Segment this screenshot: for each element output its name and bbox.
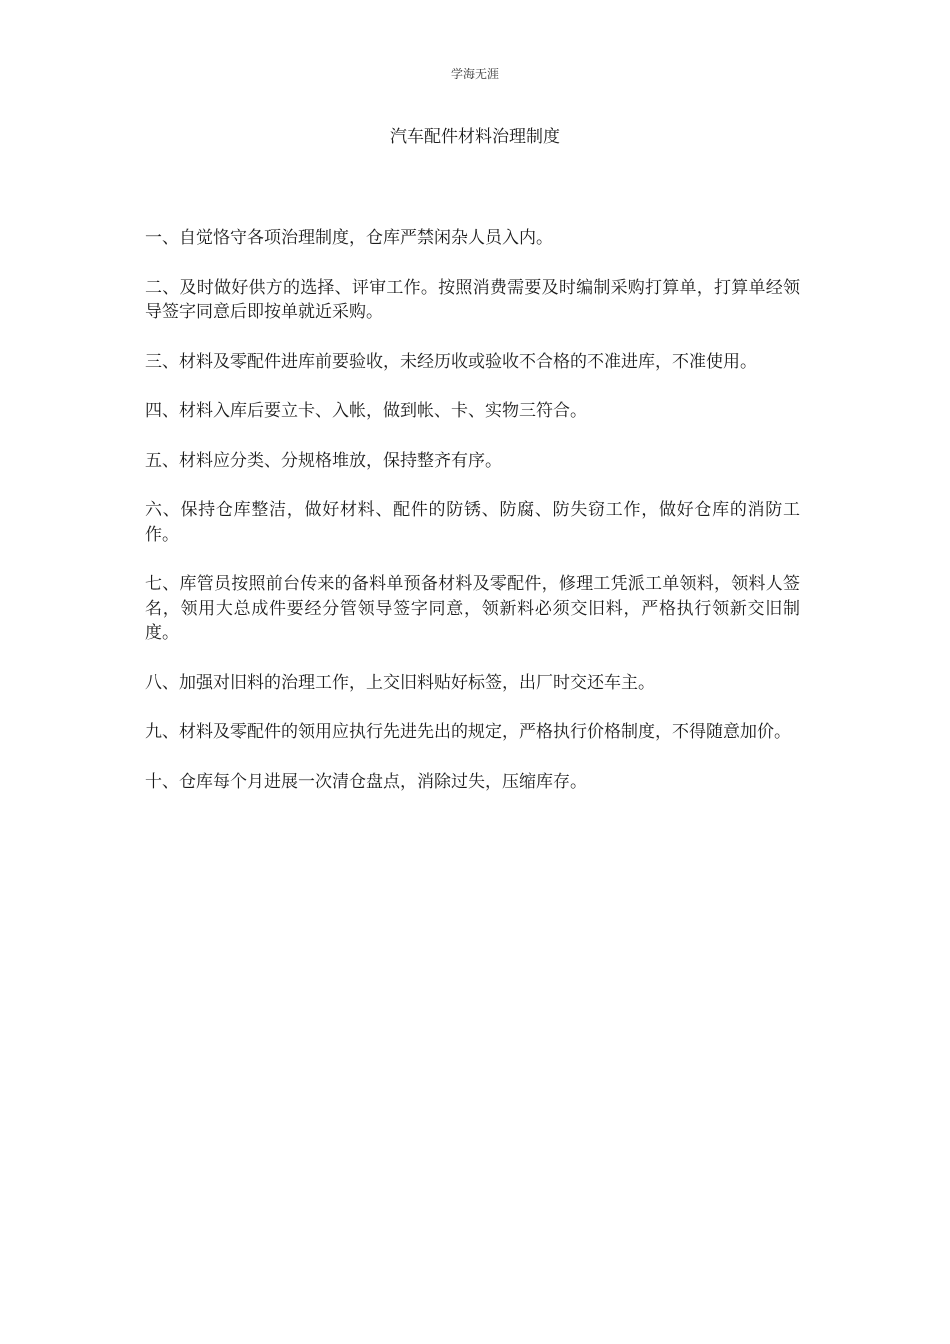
rule-item-3: 三、材料及零配件进库前要验收，未经历收或验收不合格的不准进库，不准使用。 (145, 351, 757, 372)
rule-item-2: 二、及时做好供方的选择、评审工作。按照消费需要及时编制采购打算单，打算单经领导签字同意后即按单就近采购。 (145, 277, 800, 322)
page-header: 学海无涯 (450, 67, 499, 81)
rule-item-1: 一、自觉恪守各项治理制度，仓库严禁闲杂人员入内。 (145, 228, 553, 248)
rule-item-5: 五、材料应分类、分规格堆放，保持整齐有序。 (145, 450, 502, 471)
rule-item-4: 四、材料入库后要立卡、入帐，做到帐、卡、实物三符合。 (145, 401, 587, 421)
rule-item-6: 六、保持仓库整洁，做好材料、配件的防锈、防腐、防失窃工作，做好仓库的消防工作。 (145, 500, 800, 545)
document-title: 汽车配件材料治理制度 (390, 127, 560, 147)
rule-item-8: 八、加强对旧料的治理工作，上交旧料贴好标签，出厂时交还车主。 (145, 672, 655, 693)
rule-item-9: 九、材料及零配件的领用应执行先进先出的规定，严格执行价格制度，不得随意加价。 (145, 722, 791, 742)
rules-list (145, 226, 800, 819)
rule-item-10: 十、仓库每个月进展一次清仓盘点，消除过失，压缩库存。 (145, 771, 587, 792)
rule-item-7: 七、库管员按照前台传来的备料单预备材料及零配件，修理工凭派工单领料，领料人签名，领用大总成件要经分管领导签字同意，领新料必须交旧料，严格执行领新交旧制度。 (145, 574, 800, 643)
